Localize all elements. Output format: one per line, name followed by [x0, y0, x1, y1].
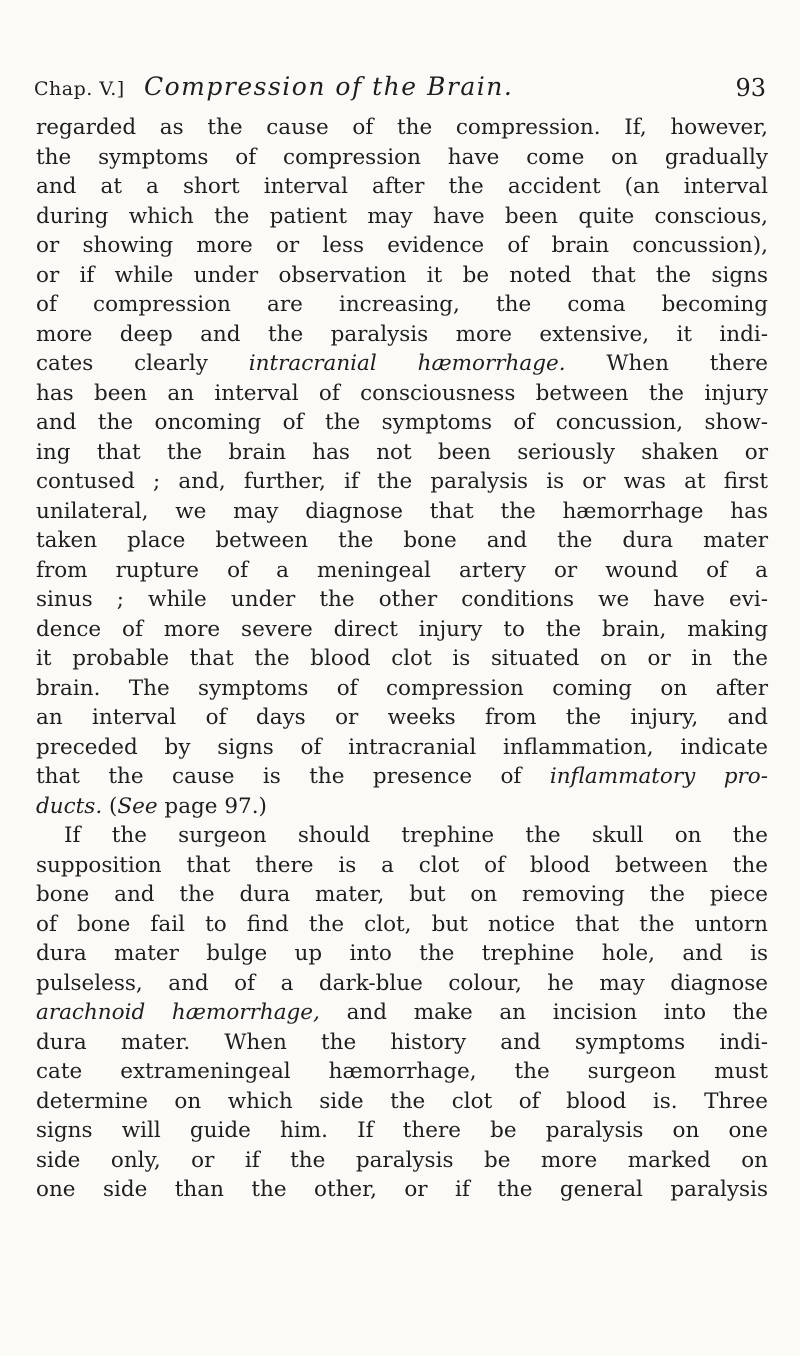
text-line: or if while under observation it be noted that the signs [36, 262, 768, 288]
text-line: sinus ; while under the other conditions we have evi- [36, 587, 768, 612]
text-line [36, 998, 768, 1028]
text-line [36, 349, 768, 379]
text-line: contused ; and, further, if the paralysis is or was at first [36, 469, 768, 494]
text-line: one side than the other, or if the general paralysis [36, 1177, 768, 1202]
text-segment: cates clearly [36, 351, 249, 376]
italic-term: ducts. [36, 793, 103, 819]
text-line [36, 792, 768, 822]
running-title: Compression of the Brain. [144, 72, 514, 101]
text-line: has been an interval of consciousness between the injury [36, 380, 768, 406]
page-header [34, 72, 766, 102]
text-line: and at a short interval after the accident (an interval [36, 174, 768, 199]
text-line: signs will guide him. If there be paralysis on one [36, 1118, 768, 1143]
italic-term: inflammatory pro- [549, 764, 768, 789]
text-line: the symptoms of compression have come on gradually [36, 144, 768, 170]
chapter-marker: Chap. V.] [34, 78, 125, 100]
text-line: pulseless, and of a dark-blue colour, he may diagnose [36, 970, 768, 996]
page-number: 93 [735, 74, 766, 102]
text-line: during which the patient may have been quite conscious, [36, 203, 768, 229]
text-line: taken place between the bone and the dura mater [36, 528, 768, 553]
text-line: dura mater. When the history and symptoms indi- [36, 1029, 768, 1055]
text-segment: When there [565, 351, 768, 376]
italic-term: intracranial hæmorrhage. [248, 351, 566, 376]
text-line: of bone fail to find the clot, but notice that the untorn [36, 911, 768, 937]
text-line [36, 762, 768, 792]
text-line: of compression are increasing, the coma becoming [36, 292, 768, 317]
text-segment: that the cause is the presence of [36, 764, 550, 789]
text-segment: page 97.) [157, 793, 267, 819]
text-line: ing that the brain has not been seriously shaken or [36, 439, 768, 465]
text-line: unilateral, we may diagnose that the hæmorrhage has [36, 498, 768, 524]
text-line: If the surgeon should trephine the skull on the [64, 823, 768, 848]
text-line: brain. The symptoms of compression coming on after [36, 675, 768, 701]
italic-term: See [117, 793, 158, 819]
italic-term: arachnoid hæmorrhage, [36, 1000, 320, 1025]
text-line: more deep and the paralysis more extensive, it indi- [36, 321, 768, 347]
text-line: and the oncoming of the symptoms of concussion, show- [36, 410, 768, 435]
text-line: determine on which side the clot of blood is. Three [36, 1088, 768, 1114]
text-line: cate extrameningeal hæmorrhage, the surgeon must [36, 1059, 768, 1084]
text-line: dence of more severe direct injury to the brain, making [36, 616, 768, 642]
body-text [36, 113, 768, 1205]
text-line: regarded as the cause of the compression. If, however, [36, 115, 768, 140]
text-line: it probable that the blood clot is situated on or in the [36, 646, 768, 671]
text-segment: and make an incision into the [319, 1000, 768, 1025]
text-line: or showing more or less evidence of brain concussion), [36, 233, 768, 258]
text-line: dura mater bulge up into the trephine hole, and is [36, 941, 768, 966]
text-line: side only, or if the paralysis be more marked on [36, 1147, 768, 1173]
text-line: preceded by signs of intracranial inflammation, indicate [36, 734, 768, 760]
text-line: supposition that there is a clot of blood between the [36, 852, 768, 878]
text-line: an interval of days or weeks from the injury, and [36, 705, 768, 730]
text-segment: ( [102, 793, 118, 819]
text-line: from rupture of a meningeal artery or wound of a [36, 557, 768, 583]
text-line: bone and the dura mater, but on removing the piece [36, 882, 768, 907]
